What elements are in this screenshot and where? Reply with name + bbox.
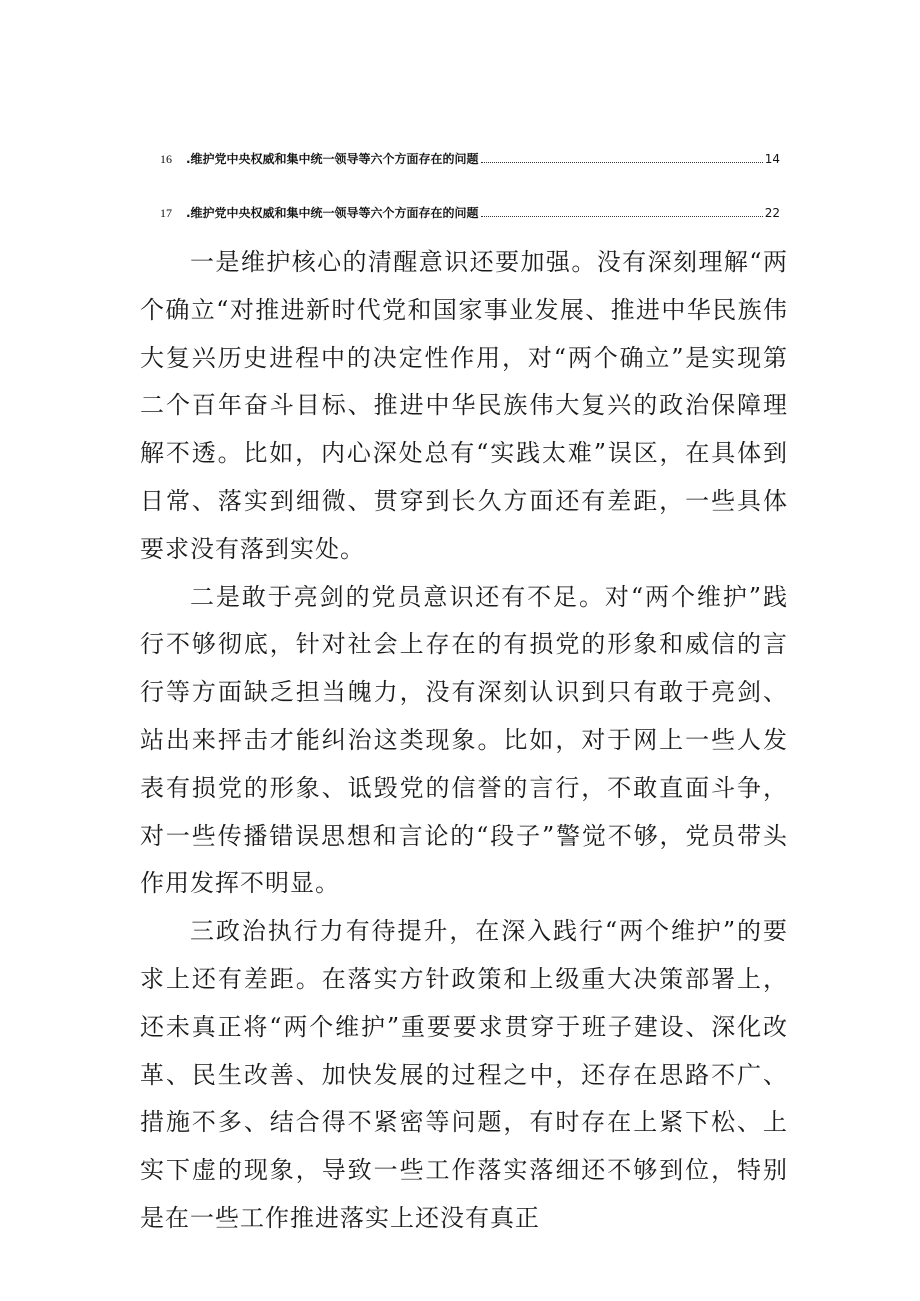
paragraph: 一是维护核心的清醒意识还要加强。没有深刻理解“两个确立“对推进新时代党和国家事业发展、推进中华民族伟大复兴历史进程中的决定性作用，对“两个确立”是实现第二个百年奋斗目标、推进中华民族伟大复兴的政治保障理解不透。比如，内心深处总有“实践太难”误区，在具体到日常、落实到细微、贯穿到长久方面还有差距，一些具体要求没有落到实处。 <box>140 248 788 563</box>
toc-entry-title: .维护党中央权威和集中统一领导等六个方面存在的问题 <box>186 152 479 166</box>
body-text <box>140 239 788 1243</box>
toc-entry-number: 16 <box>160 152 172 166</box>
toc-entry[interactable] <box>160 204 780 228</box>
toc-entry-title: .维护党中央权威和集中统一领导等六个方面存在的问题 <box>186 206 479 220</box>
toc-entry-number: 17 <box>160 206 172 220</box>
toc-entry-page: 14 <box>764 152 780 166</box>
toc-entry[interactable] <box>160 150 780 174</box>
paragraph: 二是敢于亮剑的党员意识还有不足。对“两个维护”践行不够彻底，针对社会上存在的有损党的形象和威信的言行等方面缺乏担当魄力，没有深刻认识到只有敢于亮剑、站出来抨击才能纠治这类现象。比如，对于网上一些人发表有损党的形象、诋毁党的信誉的言行，不敢直面斗争，对一些传播错误思想和言论的“段子”警觉不够，党员带头作用发挥不明显。 <box>140 582 788 898</box>
toc-leader-dots <box>481 161 763 163</box>
toc-leader-dots <box>481 215 763 217</box>
paragraph: 三政治执行力有待提升，在深入践行“两个维护”的要求上还有差距。在落实方针政策和上级重大决策部署上，还未真正将“两个维护”重要要求贯穿于班子建设、深化改革、民生改善、加快发展的过程之中，还存在思路不广、措施不多、结合得不紧密等问题，有时存在上紧下松、上实下虚的现象，导致一些工作落实落细还不够到位，特别是在一些工作推进落实上还没有真正 <box>140 917 788 1232</box>
toc-entry-page: 22 <box>764 206 780 220</box>
